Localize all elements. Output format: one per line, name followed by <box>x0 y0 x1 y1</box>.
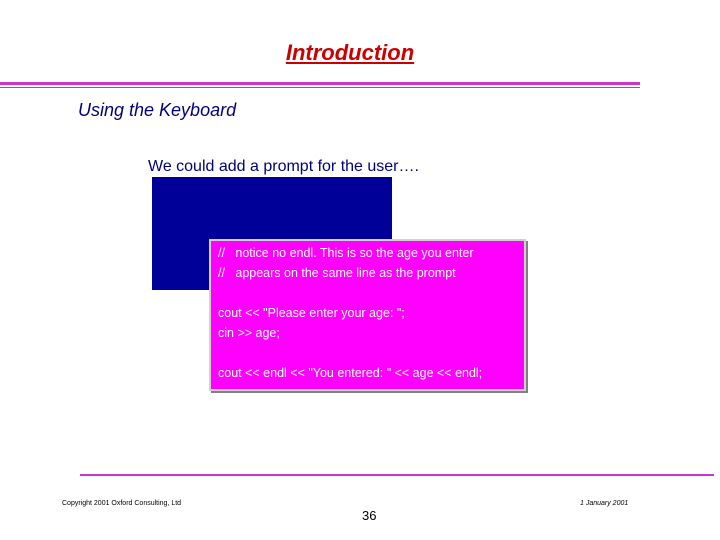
bottom-rule <box>80 474 714 476</box>
footer-date: 1 January 2001 <box>580 500 629 507</box>
slide-subtitle: Using the Keyboard <box>78 100 237 120</box>
page-number: 36 <box>362 508 377 523</box>
footer-copyright: Copyright 2001 Oxford Consulting, Ltd <box>62 500 182 507</box>
slide-title: Introduction <box>285 40 415 65</box>
code-line-1: cout << "Please enter your age: "; <box>218 306 405 320</box>
top-rule-thin <box>0 87 640 88</box>
code-gap <box>218 283 524 303</box>
code-line-3: cout << endl << "You entered: " << age << endl; <box>218 366 483 380</box>
code-comment-2: // appears on the same line as the prompt <box>218 266 456 280</box>
code-gap <box>218 343 524 363</box>
top-rule <box>0 82 640 85</box>
prompt-text: We could add a prompt for the user…. <box>148 158 419 175</box>
code-line-2: cin >> age; <box>218 326 280 340</box>
code-comment-1: // notice no endl. This is so the age you enter <box>218 246 474 260</box>
code-box <box>209 239 526 391</box>
